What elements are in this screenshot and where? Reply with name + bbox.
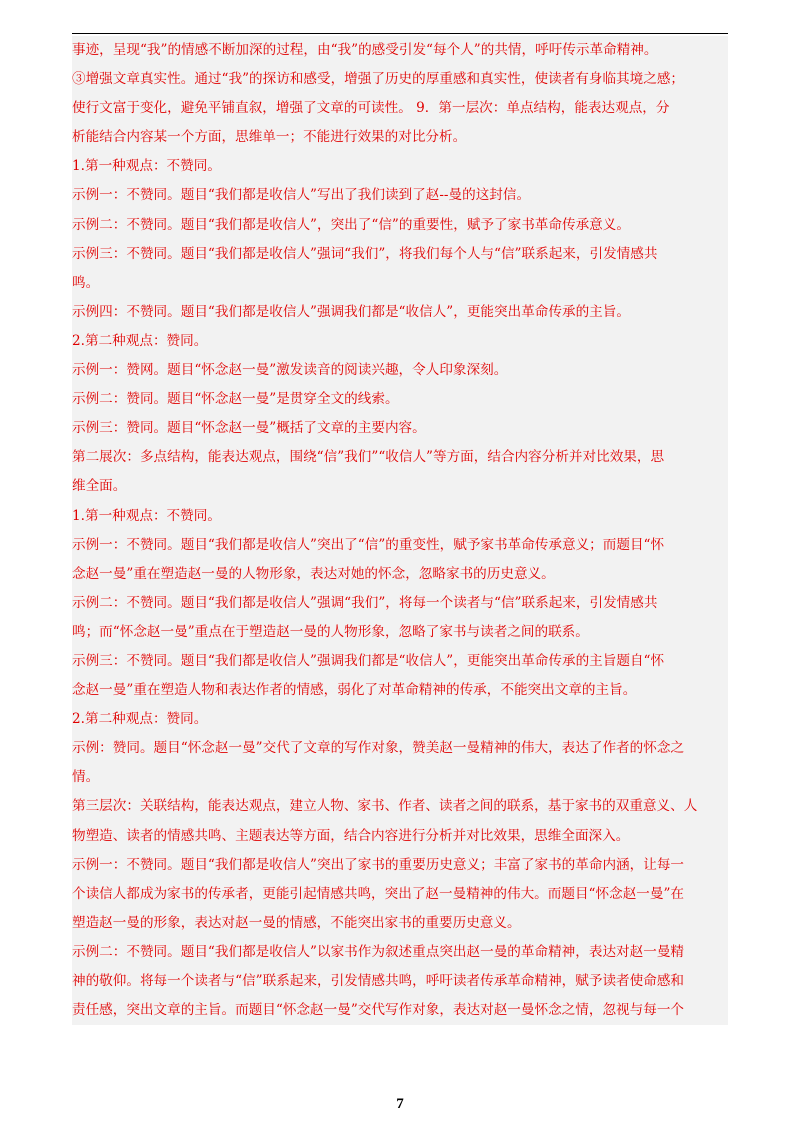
text-line: 示例三：不赞同。题目“我们都是收信人”强调我们都是“收信人”，更能突出革命传承的主旨题自“怀 [72, 652, 665, 669]
text-line: 示例一：不赞同。题目“我们都是收信人”写出了我们读到了赵--曼的这封信。 [72, 187, 531, 204]
text-line: 1.第一种观点：不赞同。 [72, 158, 221, 175]
text-line: 鸣；而“怀念赵一曼”重点在于塑造赵一曼的人物形象，忽略了家书与读者之间的联系。 [72, 623, 589, 640]
text-line: 使行文富于变化，避免平铺直叙，增强了文章的可读性。 9．第一层次：单点结构，能表达观点，分 [72, 100, 670, 117]
text-line: ③增强文章真实性。通过“我”的探访和感受，增强了历史的厚重感和真实性，使读者有身临其境之感； [72, 71, 685, 88]
text-line: 维全面。 [72, 478, 127, 495]
text-line: 第三层次：关联结构，能表达观点，建立人物、家书、作者、读者之间的联系，基于家书的双重意义、人 [72, 798, 698, 815]
text-line: 事迹，呈现“我”的情感不断加深的过程，由“我”的感受引发“每个人”的共情，呼吁传示革命精神。 [72, 42, 658, 58]
text-line: 1.第一种观点：不赞同。 [72, 507, 221, 524]
text-line: 鸣。 [72, 274, 100, 291]
text-line: 神的敬仰。将每一个读者与“信”联系起来，引发情感共鸣，呼吁读者传承革命精神，赋予读者使命感和 [72, 973, 685, 989]
text-line: 示例：赞同。题目“怀念赵一曼”交代了文章的写作对象，赞美赵一曼精神的伟大，表达了作者的怀念之 [72, 740, 685, 757]
text-line: 第二展次：多点结构，能表达观点，围绕“信”我们”“收信人”等方面，结合内容分析并对比效果，思 [72, 449, 665, 466]
answer-text-block [72, 36, 728, 1025]
text-line: 塑造赵一曼的形象，表达对赵一曼的情感，不能突出家书的重要历史意义。 [72, 914, 521, 931]
text-line: 示例二：不赞同。题目“我们都是收信人”，突出了“信”的重要性，赋予了家书革命传承意义。 [72, 216, 630, 233]
top-rule [72, 33, 728, 34]
text-line: 示例三：不赞同。题目“我们都是收信人”强词“我们”，将我们每个人与“信”联系起来，引发情感共 [72, 245, 658, 262]
text-line: 念赵一曼”重在塑造赵一曼的人物形象，表达对她的怀念，忽略家书的历史意义。 [72, 565, 555, 582]
text-line: 示例三：赞同。题目“怀念赵一曼”概括了文章的主要内容。 [72, 420, 426, 437]
text-line: 示例二：赞同。题目“怀念赵一曼”是贯穿全文的线索。 [72, 391, 399, 408]
page-number: 7 [396, 1096, 404, 1112]
text-line: 示例四：不赞同。题目“我们都是收信人”强调我们都是“收信人”，更能突出革命传承的主旨。 [72, 303, 630, 320]
text-line: 示例二：不赞同。题目“我们都是收信人”强调“我们”，将每一个读者与“信”联系起来，引发情感共 [72, 594, 658, 611]
text-line: 示例一：不赞同。题目“我们都是收信人”突出了“信”的重变性，赋予家书革命传承意义；而题目“怀 [72, 536, 665, 553]
text-line: 责任感，突出文章的主旨。而题目“怀念赵一曼”交代写作对象，表达对赵一曼怀念之情，忽视与每一个 [72, 1002, 685, 1019]
text-line: 示例二：不赞同。题目“我们都是收信人”以家书作为叙述重点突出赵一曼的革命精神，表达对赵一曼精 [72, 943, 685, 960]
text-line: 示例一：赞网。题目“怀念赵一曼”激发读音的阅读兴趣，令人印象深刻。 [72, 362, 508, 379]
text-line: 示例一：不赞同。题目“我们都是收信人”突出了家书的重要历史意义；丰富了家书的革命内涵，让每一 [72, 856, 685, 873]
text-line: 个读信人都成为家书的传承者，更能引起情感共鸣，突出了赵一曼精神的伟大。而题目“怀念赵一曼”在 [72, 885, 685, 902]
text-line: 念赵一曼”重在塑造人物和表达作者的情感，弱化了对革命精神的传承，不能突出文章的主旨。 [72, 682, 637, 699]
text-line: 情。 [72, 769, 100, 786]
text-line: 析能结合内容某一个方面，思维单一；不能进行效果的对比分析。 [72, 129, 467, 146]
text-line: 2.第二种观点：赞同。 [72, 332, 208, 349]
text-line: 2.第二种观点：赞同。 [72, 711, 208, 728]
text-line: 物塑造、读者的情感共鸣、主题表达等方面，结合内容进行分析并对比效果，思维全面深入。 [72, 827, 630, 844]
